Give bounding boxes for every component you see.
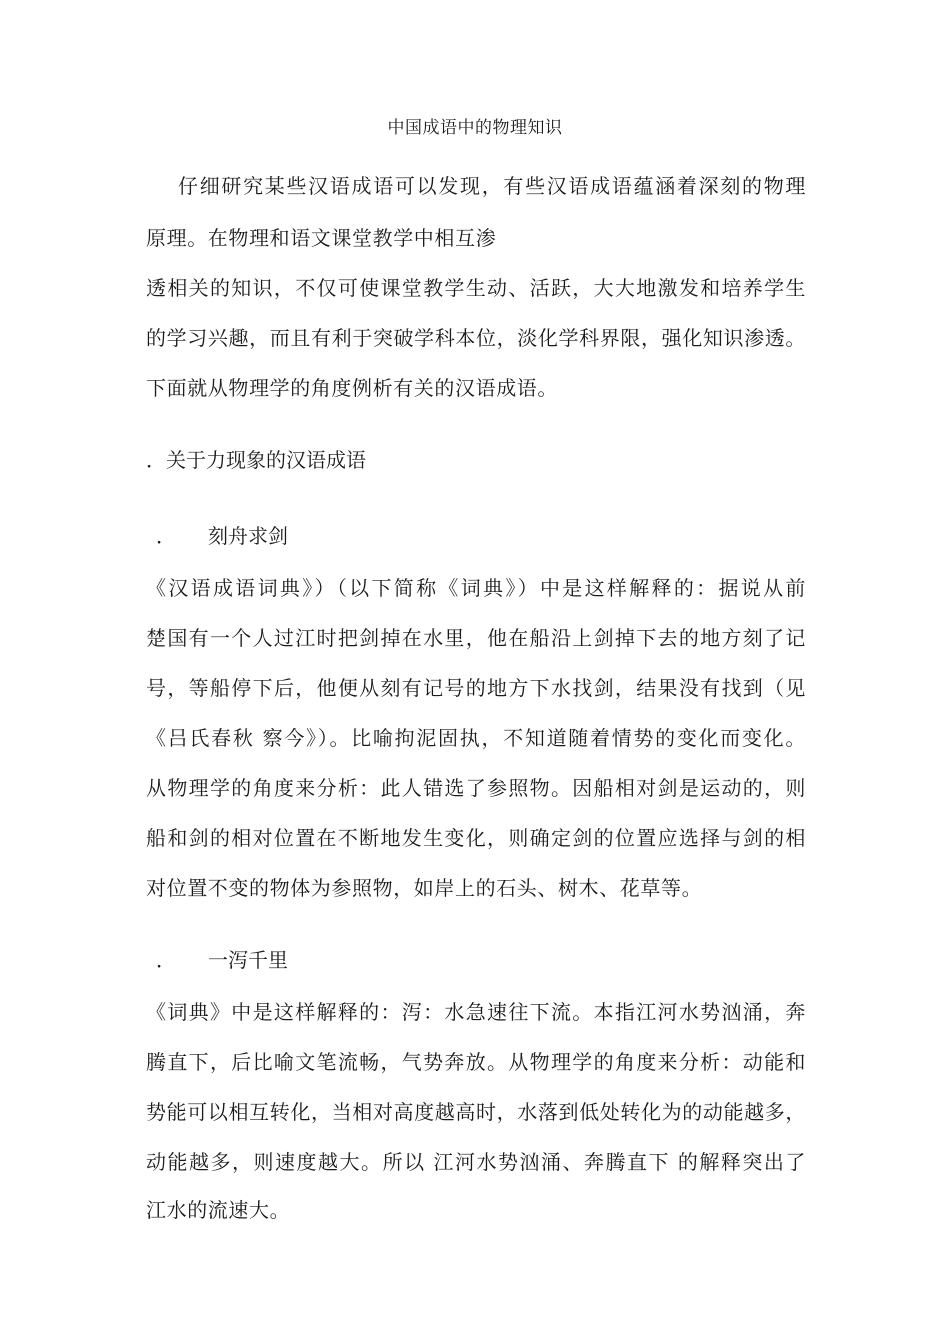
idiom-title: 刻舟求剑 <box>208 524 288 548</box>
idiom-heading <box>146 946 288 974</box>
idiom-line: 楚国有一个人过江时把剑掉在水里，他在船沿上剑掉下去的地方刻了记 <box>146 626 806 650</box>
idiom-line: 《词典》中是这样解释的：泻：水急速往下流。本指江河水势汹涌，奔 <box>146 1000 806 1024</box>
document-title: 中国成语中的物理知识 <box>387 118 563 138</box>
idiom-marker: ． <box>156 524 176 548</box>
idiom-marker: ． <box>156 948 176 972</box>
idiom-line: 动能越多，则速度越大。所以 江河水势汹涌、奔腾直下 的解释突出了 <box>146 1150 806 1174</box>
idiom-line: 《吕氏春秋 察今》）。比喻拘泥固执，不知道随着情势的变化而变化。 <box>146 726 806 750</box>
idiom-line: 对位置不变的物体为参照物，如岸上的石头、树木、花草等。 <box>146 876 703 900</box>
idiom-title: 一泻千里 <box>208 948 288 972</box>
intro-line: 原理。在物理和语文课堂教学中相互渗 <box>146 226 497 250</box>
intro-line: 的学习兴趣，而且有利于突破学科本位，淡化学科界限，强化知识渗透。 <box>146 326 806 350</box>
idiom-line: 号，等船停下后，他便从刻有记号的地方下水找剑，结果没有找到（见 <box>146 676 806 700</box>
idiom-line: 势能可以相互转化，当相对高度越高时，水落到低处转化为的动能越多， <box>146 1100 806 1124</box>
section-marker: ． <box>146 448 166 472</box>
idiom-line: 《汉语成语词典》）（以下简称《词典》）中是这样解释的：据说从前 <box>146 576 806 600</box>
intro-line: 仔细研究某些汉语成语可以发现，有些汉语成语蕴涵着深刻的物理 <box>178 174 806 198</box>
idiom-line: 从物理学的角度来分析：此人错选了参照物。因船相对剑是运动的，则 <box>146 776 806 800</box>
section-heading <box>146 446 366 474</box>
idiom-line: 江水的流速大。 <box>146 1198 291 1222</box>
idiom-heading <box>146 522 288 550</box>
intro-line: 透相关的知识，不仅可使课堂教学生动、活跃，大大地激发和培养学生 <box>146 276 806 300</box>
idiom-line: 腾直下，后比喻文笔流畅，气势奔放。从物理学的角度来分析：动能和 <box>146 1050 806 1074</box>
intro-line: 下面就从物理学的角度例析有关的汉语成语。 <box>146 376 558 400</box>
idiom-line: 船和剑的相对位置在不断地发生变化，则确定剑的位置应选择与剑的相 <box>146 826 806 850</box>
section-heading-text: 关于力现象的汉语成语 <box>166 448 366 472</box>
